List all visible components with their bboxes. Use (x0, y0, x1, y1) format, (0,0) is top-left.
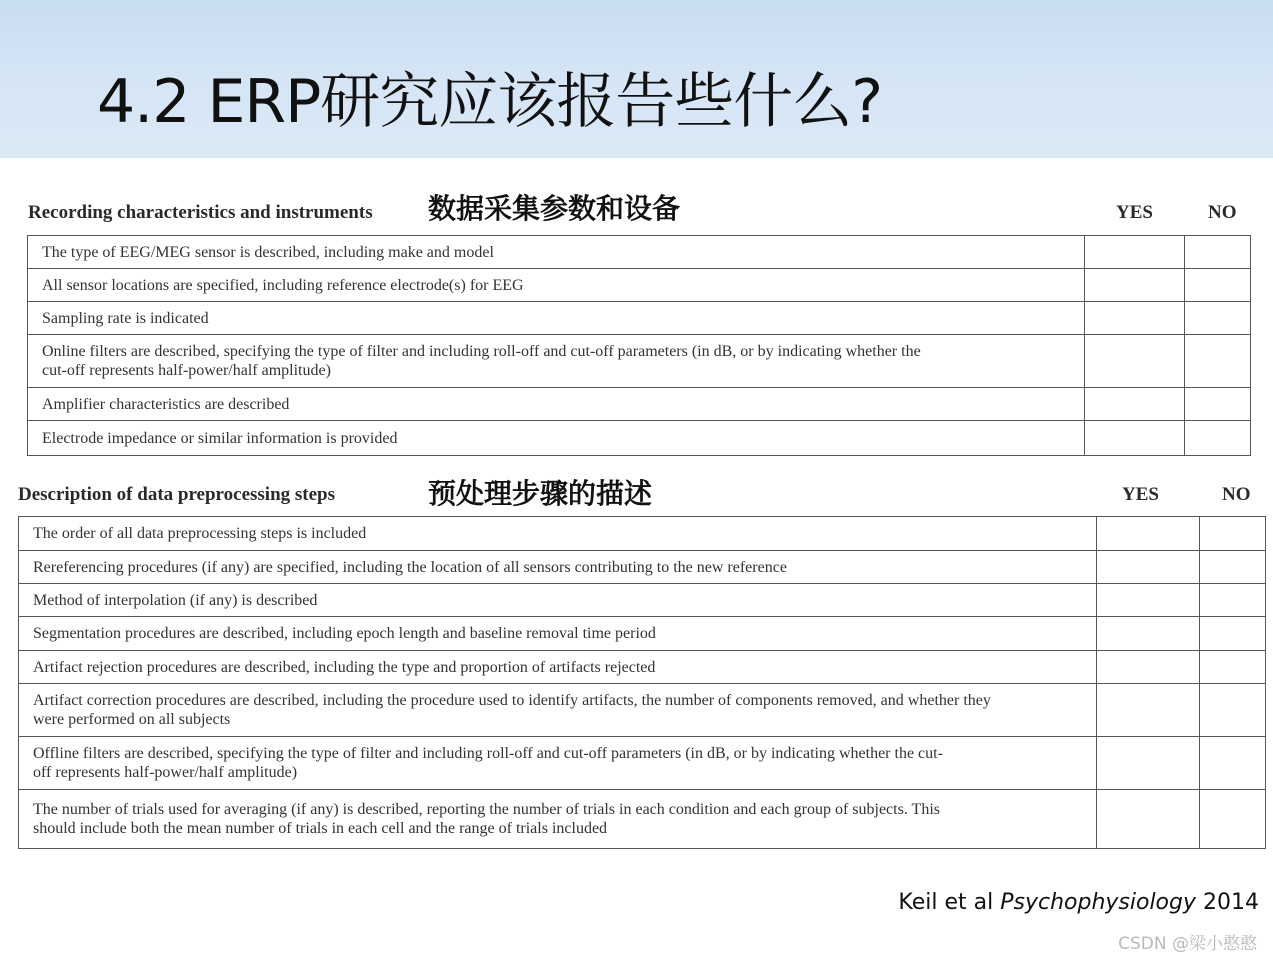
no-checkbox[interactable] (1200, 684, 1266, 737)
yes-checkbox[interactable] (1097, 551, 1200, 584)
checklist-item-text: Offline filters are described, specifying the type of filter and including roll-off and cut-off parameters (in dB, or by indicating whether the cut-off represents half-power/half amplitude) (19, 737, 1097, 790)
checklist-item-text: Rereferencing procedures (if any) are specified, including the location of all sensors contributing to the new reference (19, 551, 1097, 584)
no-checkbox[interactable] (1200, 517, 1266, 551)
checklist-item-text: Electrode impedance or similar information is provided (28, 421, 1085, 456)
table-row (19, 684, 1266, 737)
yes-checkbox[interactable] (1085, 421, 1185, 456)
no-checkbox[interactable] (1185, 236, 1251, 269)
table-row (28, 421, 1251, 456)
checklist-item-text: The number of trials used for averaging (if any) is described, reporting the number of trials in each condition and each group of subjects. This should include both the mean number of trials in each cell and the range of trials included (19, 790, 1097, 849)
checklist-item-text: Artifact correction procedures are described, including the procedure used to identify artifacts, the number of components removed, and whether they were performed on all subjects (19, 684, 1097, 737)
no-checkbox[interactable] (1200, 790, 1266, 849)
no-checkbox[interactable] (1185, 302, 1251, 335)
no-checkbox[interactable] (1200, 551, 1266, 584)
section2-heading-cn: 预处理步骤的描述 (428, 477, 653, 510)
table-row (28, 302, 1251, 335)
no-checkbox[interactable] (1200, 617, 1266, 651)
yes-checkbox[interactable] (1085, 236, 1185, 269)
citation-year: 2014 (1203, 890, 1259, 915)
citation (898, 890, 1259, 915)
yes-checkbox[interactable] (1097, 617, 1200, 651)
no-checkbox[interactable] (1200, 737, 1266, 790)
checklist-item-text: Sampling rate is indicated (28, 302, 1085, 335)
yes-checkbox[interactable] (1097, 790, 1200, 849)
no-checkbox[interactable] (1185, 421, 1251, 456)
table-row (19, 551, 1266, 584)
checklist-item-text: Segmentation procedures are described, including epoch length and baseline removal time period (19, 617, 1097, 651)
checklist-item-text: Artifact rejection procedures are described, including the type and proportion of artifacts rejected (19, 651, 1097, 684)
no-checkbox[interactable] (1185, 269, 1251, 302)
table-row (28, 236, 1251, 269)
checklist-item-text: Amplifier characteristics are described (28, 388, 1085, 421)
yes-checkbox[interactable] (1097, 584, 1200, 617)
section1-heading: Recording characteristics and instruments (28, 202, 373, 223)
yes-checkbox[interactable] (1097, 651, 1200, 684)
table-row (19, 790, 1266, 849)
recording-checklist-table (27, 235, 1251, 456)
citation-journal: Psychophysiology (1000, 890, 1196, 915)
no-checkbox[interactable] (1200, 651, 1266, 684)
table-row (19, 617, 1266, 651)
no-checkbox[interactable] (1185, 388, 1251, 421)
yes-checkbox[interactable] (1097, 684, 1200, 737)
section2-yes-header: YES (1122, 484, 1159, 505)
yes-checkbox[interactable] (1097, 517, 1200, 551)
section2-no-header: NO (1222, 484, 1251, 505)
checklist-item-text: Method of interpolation (if any) is described (19, 584, 1097, 617)
watermark: CSDN @梁小憨憨 (1118, 934, 1257, 954)
section1-yes-header: YES (1116, 202, 1153, 223)
yes-checkbox[interactable] (1085, 388, 1185, 421)
citation-authors: Keil et al (898, 890, 994, 915)
table-row (19, 584, 1266, 617)
section1-no-header: NO (1208, 202, 1237, 223)
checklist-item-text: The order of all data preprocessing steps is included (19, 517, 1097, 551)
checklist-item-text: The type of EEG/MEG sensor is described, including make and model (28, 236, 1085, 269)
table-row (28, 388, 1251, 421)
yes-checkbox[interactable] (1085, 302, 1185, 335)
slide-title: 4.2 ERP研究应该报告些什么? (97, 67, 883, 137)
table-row (19, 737, 1266, 790)
no-checkbox[interactable] (1185, 335, 1251, 388)
yes-checkbox[interactable] (1085, 269, 1185, 302)
table-row (19, 651, 1266, 684)
section1-heading-cn: 数据采集参数和设备 (428, 192, 681, 225)
section2-heading: Description of data preprocessing steps (18, 484, 336, 505)
no-checkbox[interactable] (1200, 584, 1266, 617)
checklist-item-text: Online filters are described, specifying the type of filter and including roll-off and cut-off parameters (in dB, or by indicating whether the cut-off represents half-power/half amplitude) (28, 335, 1085, 388)
checklist-item-text: All sensor locations are specified, including reference electrode(s) for EEG (28, 269, 1085, 302)
yes-checkbox[interactable] (1097, 737, 1200, 790)
preprocessing-checklist-table (18, 516, 1266, 849)
table-row (19, 517, 1266, 551)
table-row (28, 269, 1251, 302)
table-row (28, 335, 1251, 388)
yes-checkbox[interactable] (1085, 335, 1185, 388)
